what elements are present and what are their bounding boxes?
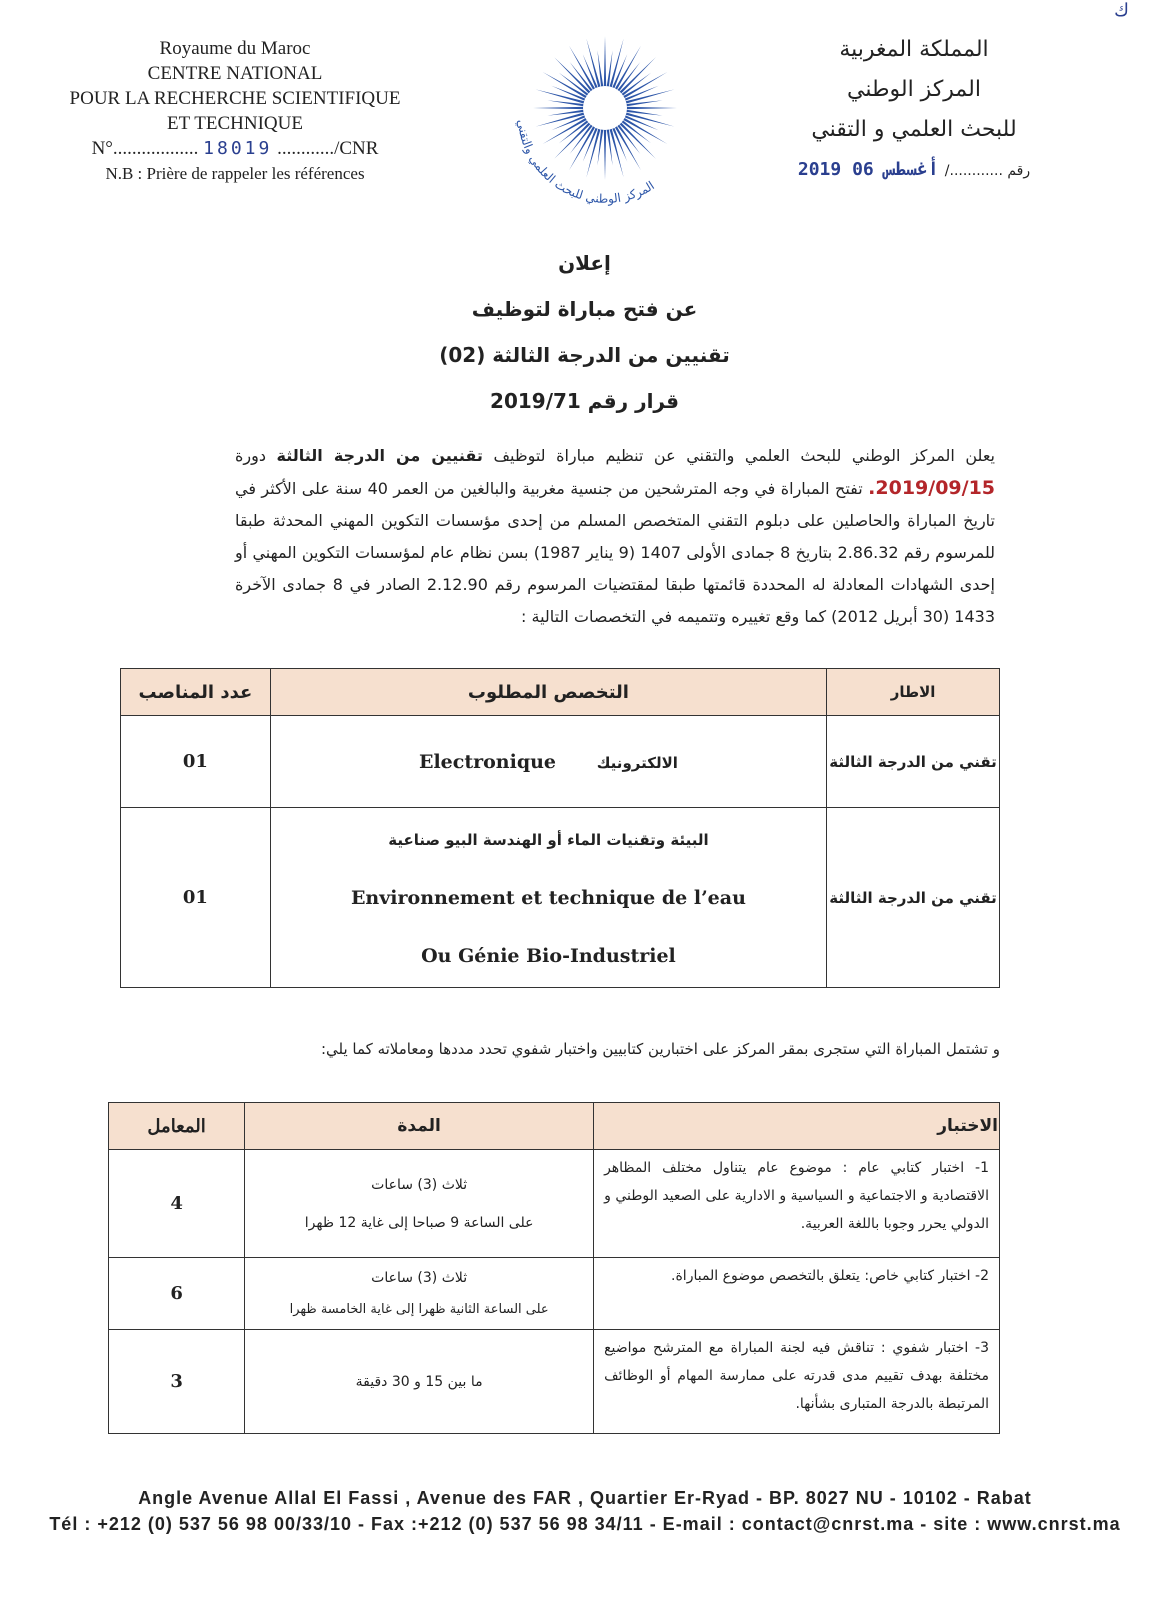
ref-suffix: ............/CNR	[277, 138, 379, 159]
row1-spec-ar: الالكترونيك	[596, 753, 678, 772]
logo-arc-text: المركز الوطني للبحث العلمي والتقني	[514, 118, 657, 206]
header-right-ref	[754, 150, 1074, 191]
th-coef: المعامل	[109, 1103, 245, 1150]
exam2-dur-2: على الساعة الثانية ظهرا إلى غاية الخامسة ظهرا	[289, 1301, 549, 1317]
para-intro-a: يعلن المركز الوطني للبحث العلمي والتقني عن تنظيم مباراة لتوظيف	[482, 446, 996, 465]
header-left-country: Royaume du Maroc	[159, 38, 311, 59]
exam3-desc: 3- اختبار شفوي : تناقش فيه لجنة المباراة مع المترشح مواضيع مختلفة بهدف تقييم مدى قدرته على ممارسة المهام أو الوظائف المرتبطة بالدرجة المتبارى بشأنها.	[594, 1330, 1000, 1434]
th-exam: الاختبار	[594, 1103, 1000, 1150]
reference-number: 18019	[203, 138, 273, 159]
announcement-title	[0, 240, 1169, 424]
nb-note: N.B : Prière de rappeler les références	[105, 164, 365, 183]
ref-prefix: N°..................	[91, 138, 199, 159]
exam1-dur-2: على الساعة 9 صباحا إلى غاية 12 ظهرا	[304, 1214, 534, 1231]
th-frame: الاطار	[827, 669, 1000, 716]
announcement-paragraph	[235, 440, 995, 633]
contest-date: 2019/09/15.	[868, 477, 996, 499]
positions-table	[120, 668, 1000, 988]
title-position: تقنيين من الدرجة الثالثة (02)	[439, 343, 730, 367]
th-count: عدد المناصب	[121, 669, 271, 716]
footer-contact: Tél : +212 (0) 537 56 98 00/33/10 - Fax :+212 (0) 537 56 98 34/11 - E-mail : contact@cnrst.ma - site : www.cnrst.ma	[49, 1514, 1121, 1534]
th-duration: المدة	[245, 1103, 594, 1150]
row1-specialty	[270, 716, 826, 808]
title-contest: عن فتح مباراة لتوظيف	[471, 297, 698, 321]
exams-table-header	[109, 1103, 1000, 1150]
table-row	[109, 1150, 1000, 1258]
exam1-dur-1: ثلاث (3) ساعات	[371, 1176, 468, 1193]
logo-ray	[533, 107, 587, 110]
header-left-org-3: ET TECHNIQUE	[167, 113, 303, 134]
exam1-desc: 1- اختبار كتابي عام : موضوع عام يتناول مختلف المظاهر الاقتصادية و الاجتماعية و السياسية و الادارية على الصعيد الوطني و الدولي يحرر وجوبا باللغة العربية.	[594, 1150, 1000, 1258]
footer	[40, 1485, 1130, 1537]
exam2-dur-1: ثلاث (3) ساعات	[371, 1269, 468, 1286]
exam2-coef: 6	[109, 1258, 245, 1330]
table-row	[121, 716, 1000, 808]
header-right-org-2: للبحث العلمي و التقني	[811, 117, 1017, 142]
corner-mark: ك	[1114, 0, 1129, 21]
row2-count: 01	[121, 808, 271, 988]
row2-spec-ar: البيئة وتقنيات الماء أو الهندسة البيو صناعية	[388, 830, 709, 849]
exam2-desc: 2- اختبار كتابي خاص: يتعلق بالتخصص موضوع المباراة.	[594, 1258, 1000, 1330]
logo-ray	[604, 36, 607, 90]
exam3-dur-1: ما بين 15 و 30 دقيقة	[355, 1373, 483, 1390]
para-intro-b: دورة	[235, 446, 277, 465]
exam1-coef: 4	[109, 1150, 245, 1258]
row1-count: 01	[121, 716, 271, 808]
ref-label-ar: رقم ............/	[944, 163, 1031, 179]
header-right-country: المملكة المغربية	[839, 37, 989, 62]
exam1-duration	[245, 1150, 594, 1258]
row2-spec-fr-2: Ou Génie Bio-Industriel	[421, 944, 676, 967]
logo-ray	[604, 126, 607, 180]
cnrst-logo	[490, 20, 700, 220]
th-specialty: التخصص المطلوب	[270, 669, 826, 716]
exam2-duration	[245, 1258, 594, 1330]
table-row	[109, 1258, 1000, 1330]
positions-table-header	[121, 669, 1000, 716]
header-right-org-1: المركز الوطني	[847, 77, 981, 102]
row2-specialty	[270, 808, 826, 988]
header-left-org-2: POUR LA RECHERCHE SCIENTIFIQUE	[69, 88, 401, 109]
exam3-coef: 3	[109, 1330, 245, 1434]
title-decision: قرار رقم 2019/71	[490, 389, 679, 413]
title-announcement: إعلان	[558, 251, 611, 275]
para-intro-bold: تقنيين من الدرجة الثالثة	[276, 446, 483, 465]
para-body: تفتح المباراة في وجه المترشحين من جنسية مغربية والبالغين من العمر 40 سنة على الأكثر في تاريخ المباراة والحاصلين على دبلوم التقني المتخصص المسلم من إحدى مؤسسات التكوين المهني المحدثة طبقا للمرسوم رقم 2.86.32 بتاريخ 8 جمادى الأولى 1407 (9 يناير 1987) بسن نظام عام لمؤسسات التكوين المهني أو إحدى الشهادات المعادلة له المحددة قائمتها طبقا لمقتضيات المرسوم رقم 2.12.90 الصادر في 8 جمادى الآخرة 1433 (30 أبريل 2012) كما وقع تغييره وتتميمه في التخصصات التالية :	[235, 479, 996, 626]
table-row	[109, 1330, 1000, 1434]
exam3-duration	[245, 1330, 594, 1434]
reference-line	[30, 136, 440, 161]
header-left-org-1: CENTRE NATIONAL	[147, 63, 323, 84]
row1-spec-fr: Electronique	[418, 750, 557, 773]
stamp-date: 2019 أغسطس 06	[797, 159, 939, 180]
logo-ray	[623, 107, 677, 110]
row2-frame: تقني من الدرجة الثالثة	[827, 808, 1000, 988]
header-left	[30, 36, 440, 186]
row2-spec-fr-1: Environnement et technique de l’eau	[350, 886, 746, 909]
table-row	[121, 808, 1000, 988]
header-right	[754, 30, 1074, 191]
exam-intro: و تشتمل المباراة التي ستجرى بمقر المركز على اختبارين كتابيين واختبار شفوي تحدد مددها ومعاملاته كما يلي:	[320, 1040, 1000, 1058]
footer-address: Angle Avenue Allal El Fassi , Avenue des FAR , Quartier Er-Ryad - BP. 8027 NU - 10102 - Rabat	[138, 1488, 1032, 1508]
row1-frame: تقني من الدرجة الثالثة	[827, 716, 1000, 808]
exams-table	[108, 1102, 1000, 1434]
